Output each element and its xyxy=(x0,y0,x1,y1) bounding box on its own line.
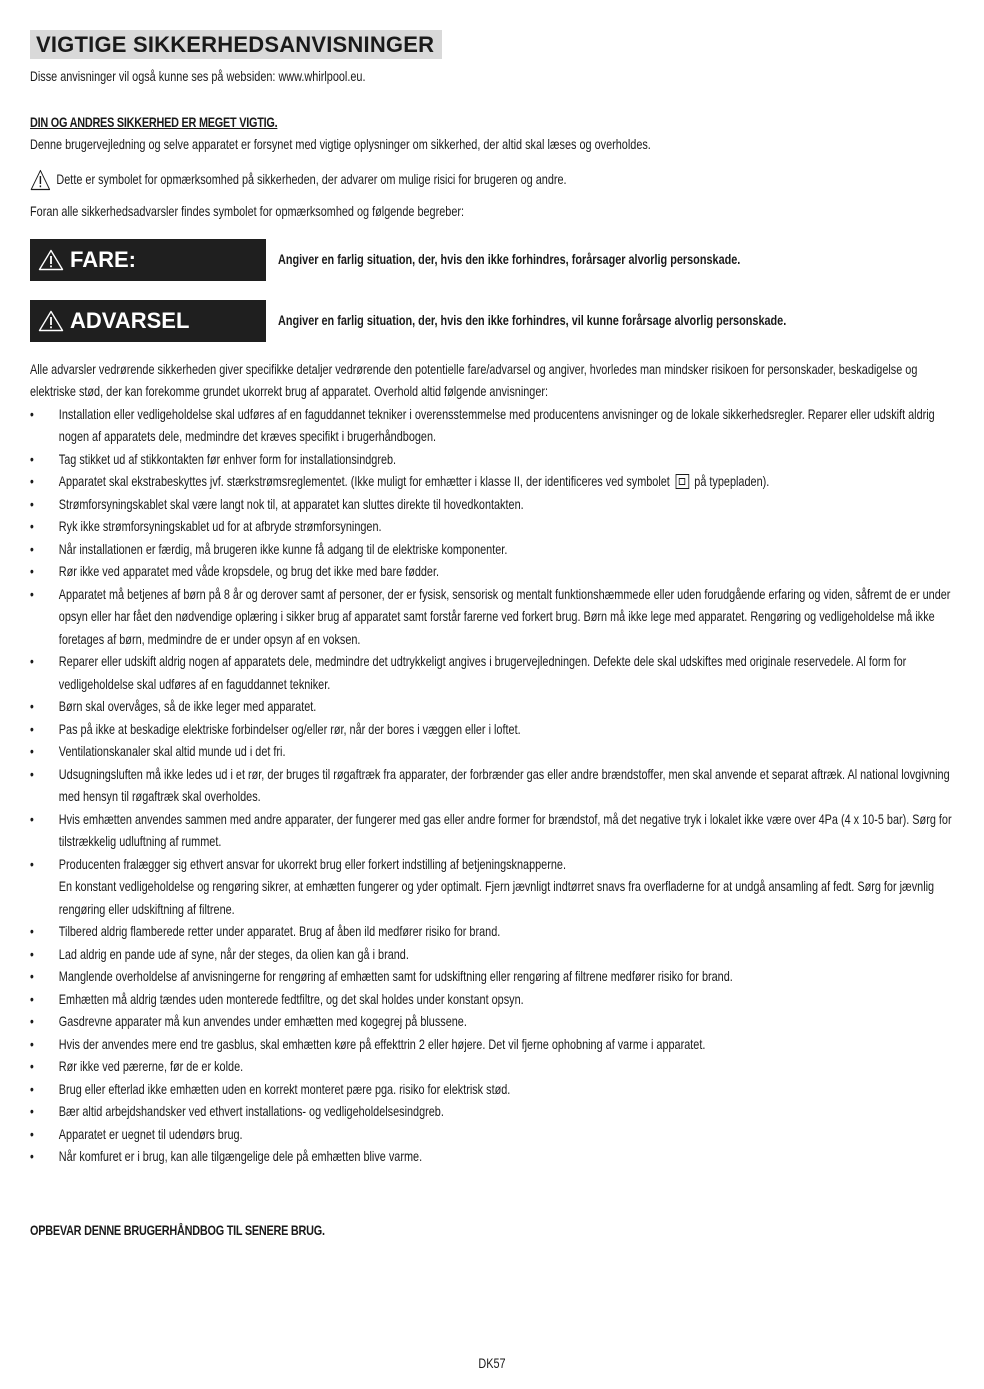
keep-manual-block xyxy=(30,1220,398,1243)
warnings-intro-text: Alle advarsler vedrørende sikkerheden giver specifikke detaljer vedrørende den potentielle fare/advarsel og angiver, hvorledes man mindsker risikoen for personskader, beskadigelse og elektriske stød, der kan forekomme grundet ukorrekt brug af apparatet. Overhold altid følgende anvisninger: xyxy=(30,361,918,399)
list-item: • Rør ikke ved pærerne, før de er kolde. xyxy=(30,1056,954,1079)
danger-label: FARE: xyxy=(70,246,136,272)
warning-triangle-icon xyxy=(38,310,64,332)
list-item: • Hvis der anvendes mere end tre gasblus, skal emhætten køre på effekttrin 2 eller højere. Det vil fjerne ophobning af varme i apparatet. xyxy=(30,1034,954,1057)
list-item xyxy=(30,471,954,494)
list-item: • Tag stikket ud af stikkontakten før enhver form for installationsindgreb. xyxy=(30,449,954,472)
warnings-intro xyxy=(30,359,954,1169)
list-item-text: Producenten fralægger sig ethvert ansvar for ukorrekt brug eller forkert indstilling af betjeningsknapperne. xyxy=(58,856,566,872)
list-item: • Ventilationskanaler skal altid munde ud i det fri. xyxy=(30,741,954,764)
symbol-note: Dette er symbolet for opmærksomhed på sikkerheden, der advarer om mulige risici for brugeren og andre. xyxy=(56,171,567,187)
keep-manual-note: OPBEVAR DENNE BRUGERHÅNDBOG TIL SENERE BRUG. xyxy=(30,1223,325,1238)
list-item: • Børn skal overvåges, så de ikke leger med apparatet. xyxy=(30,696,954,719)
page-number: DK57 xyxy=(478,1356,506,1371)
list-item: • Når komfuret er i brug, kan alle tilgængelige dele på emhætten blive varme. xyxy=(30,1146,954,1169)
list-item: • Hvis emhætten anvendes sammen med andre apparater, der fungerer med gas eller andre former for brændstof, må det negative tryk i lokalet ikke være over 4Pa (4 x 10-5 bar). Sørg for tilstrækkelig udluftning af rummet. xyxy=(30,809,954,854)
warning-label-box xyxy=(30,300,266,342)
signal-row-warning xyxy=(30,300,954,342)
danger-label-box xyxy=(30,239,266,281)
list-item: • Bær altid arbejdshandsker ved ethvert installations- og vedligeholdelsesindgreb. xyxy=(30,1101,954,1124)
list-item: • Apparatet må betjenes af børn på 8 år og derover samt af personer, der er fysisk, sensorisk og mentalt funktionshæmmede eller uden forudgående erfaring og viden, såfremt de er under opsyn eller har fået den nødvendige oplæring i sikker brug af apparatet samt forstår farerne ved forkert brug. Børn må ikke lege med apparatet. Rengøring og vedligeholdelse må ikke foretages af børn, medmindre de er under opsyn af en voksen. xyxy=(30,584,954,652)
list-item: • Udsugningsluften må ikke ledes ud i et rør, der bruges til røgaftræk fra apparater, der forbrænder gas eller andre brændstoffer, men skal anvende et separat aftræk. Al national lovgivning med hensyn til røgaftræk skal overholdes. xyxy=(30,764,954,809)
page-number-block xyxy=(0,1356,984,1371)
page-title: VIGTIGE SIKKERHEDSANVISNINGER xyxy=(30,30,442,59)
list-item: • Pas på ikke at beskadige elektriske forbindelser og/eller rør, når der bores i væggen eller i loftet. xyxy=(30,719,954,742)
list-item: • Reparer eller udskift aldrig nogen af apparatets dele, medmindre det udtrykkeligt angives i brugervejledningen. Defekte dele skal udskiftes med originale reservedele. Al form for vedligeholdelse skal udføres af en faguddannet tekniker. xyxy=(30,651,954,696)
danger-description: Angiver en farlig situation, der, hvis den ikke forhindres, forårsager alvorlig personskade. xyxy=(278,251,741,267)
document-page xyxy=(30,30,954,1169)
list-item: • Manglende overholdelse af anvisningerne for rengøring af emhætten samt for udskiftning eller rengøring af filtrene medfører risiko for brand. xyxy=(30,966,954,989)
list-item: • Brug eller efterlad ikke emhætten uden en korrekt monteret pære pga. risiko for elektrisk stød. xyxy=(30,1079,954,1102)
list-item: • Strømforsyningskablet skal være langt nok til, at apparatet kan sluttes direkte til hovedkontakten. xyxy=(30,494,954,517)
manual-note: Denne brugervejledning og selve apparatet er forsynet med vigtige oplysninger om sikkerhed, der altid skal læses og overholdes. xyxy=(30,137,651,152)
list-item: • Apparatet er uegnet til udendørs brug. xyxy=(30,1124,954,1147)
list-item: • Gasdrevne apparater må kun anvendes under emhætten med kogegrej på blussene. xyxy=(30,1011,954,1034)
list-item: • Lad aldrig en pande ude af syne, når der steges, da olien kan gå i brand. xyxy=(30,944,954,967)
warning-label: ADVARSEL xyxy=(70,307,190,333)
list-item: • Rør ikke ved apparatet med våde kropsdele, og brug det ikke med bare fødder. xyxy=(30,561,954,584)
terms-intro: Foran alle sikkerhedsadvarsler findes symbolet for opmærksomhed og følgende begreber: xyxy=(30,204,465,219)
list-item-text: Apparatet skal ekstrabeskyttes jvf. stærkstrømsreglementet. (Ikke muligt for emhætter i klasse II, der identificeres ved symbolet xyxy=(58,474,670,489)
list-item-suffix: på typepladen). xyxy=(694,474,770,489)
list-item xyxy=(30,854,954,922)
list-item: • Tilbered aldrig flamberede retter under apparatet. Brug af åben ild medfører risiko for brand. xyxy=(30,921,954,944)
website-line: Disse anvisninger vil også kunne ses på websiden: www.whirlpool.eu. xyxy=(30,69,366,84)
list-item-continuation: En konstant vedligeholdelse og rengøring sikrer, at emhætten fungerer og yder optimalt. Fjern jævnligt indtørret snavs fra overfladerne for at undgå ansamling af fedt. Sørg for jævnlig rengøring eller udskiftning af filtrene. xyxy=(58,879,935,917)
signal-row-danger xyxy=(30,239,954,281)
safety-heading: DIN OG ANDRES SIKKERHED ER MEGET VIGTIG. xyxy=(30,114,278,130)
warning-triangle-icon xyxy=(38,249,64,271)
list-item: • Ryk ikke strømforsyningskablet ud for at afbryde strømforsyningen. xyxy=(30,516,954,539)
class-ii-double-square-icon xyxy=(675,474,689,489)
warning-triangle-icon xyxy=(30,169,51,191)
symbol-note-line xyxy=(30,169,954,192)
list-item: • Installation eller vedligeholdelse skal udføres af en faguddannet tekniker i overensstemmelse med producentens anvisninger og de lokale sikkerhedsregler. Reparer eller udskift aldrig nogen af apparatets dele, medmindre det kræves specifikt i brugerhåndbogen. xyxy=(30,404,954,449)
safety-bullet-list xyxy=(30,404,954,1169)
list-item: • Emhætten må aldrig tændes uden monterede fedtfiltre, og det skal holdes under konstant opsyn. xyxy=(30,989,954,1012)
warning-description: Angiver en farlig situation, der, hvis den ikke forhindres, vil kunne forårsage alvorlig personskade. xyxy=(278,312,787,328)
list-item: • Når installationen er færdig, må brugeren ikke kunne få adgang til de elektriske komponenter. xyxy=(30,539,954,562)
